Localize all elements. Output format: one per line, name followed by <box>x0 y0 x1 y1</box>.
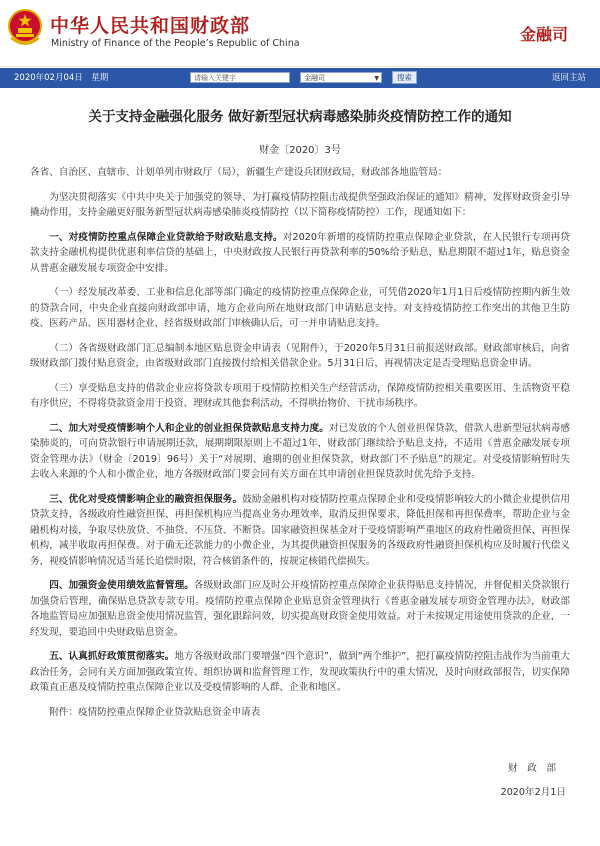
section-1 <box>30 230 570 277</box>
site-title-english: Ministry of Finance of the People’s Republic of China <box>51 38 300 49</box>
navigation-bar <box>0 68 600 88</box>
addressee: 各省、自治区、直辖市、计划单列市财政厅（局），新疆生产建设兵团财政局，财政部各地监管局： <box>30 167 448 178</box>
national-emblem-icon <box>7 8 43 48</box>
document-number: 财金〔2020〕3号 <box>259 145 341 156</box>
search-scope-value: 金融司 <box>304 74 325 82</box>
search-scope-select[interactable] <box>300 72 382 83</box>
section-5 <box>30 649 570 696</box>
current-date: 2020年02月04日 星期 <box>14 73 109 83</box>
search-input[interactable]: 请输入关键字 <box>190 72 290 83</box>
section-4 <box>30 578 570 640</box>
section-3 <box>30 492 570 570</box>
department-title: 金融司 <box>519 25 568 44</box>
search-button[interactable]: 搜索 <box>392 71 417 84</box>
section-4-body: 各级财政部门应及时公开疫情防控重点保障企业获得贴息支持情况，并督促相关贷款银行加强贷后管理，确保贴息贷款专款专用。疫情防控重点保障企业贴息资金管理执行《普惠金融发展专项资金管理办法》，财政部各地监管局应加强贴息资金使用情况监管，强化跟踪问效，切实提高财政资金使用效益。对于未按规定用途使用贷款的企业，一经发现，要追回中央财政贴息资金。 <box>30 580 571 638</box>
attachment-note: 附件：疫情防控重点保障企业贷款贴息资金申请表 <box>49 706 261 718</box>
return-home-link[interactable]: 返回主站 <box>551 73 586 83</box>
section-5-body: 地方各级财政部门要增强“四个意识”，做到“两个维护”，把打赢疫情防控阻击战作为当前重大政治任务，会同有关方面加强政策宣传、组织协调和监督管理工作，发现政策执行中的重大情况，及时向财政部报告，切实保障政策直正惠及疫情防控重点保障企业以及受疫情影响的人群、企业和地区。 <box>30 651 570 693</box>
section-3-body: 鼓励金融机构对疫情防控重点保障企业和受疫情影响较大的小微企业提供信用贷款支持，各级政府性融资担保、再担保机构应当提高业务办理效率，取消反担保要求，降低担保和再担保费率，帮助企业与金融机构对接，争取尽快放贷、不抽贷、不压贷、不断贷。国家融资担保基金对于受疫情影响严重地区的政府性融资担保、再担保机构，减半收取再担保费。对于确无还款能力的小微企业，为其提供融资担保服务的各级政府性融资担保机构应及时履行代偿义务，视疫情影响情况适当延长追偿时限，符合核销条件的，按规定核销代偿损失。 <box>30 493 571 567</box>
section-2 <box>30 421 570 483</box>
document-title: 关于支持金融强化服务 做好新型冠状病毒感染肺炎疫情防控工作的通知 <box>88 109 512 125</box>
section-4-heading: 四、加强资金使用绩效监督管理。 <box>49 580 194 591</box>
section-5-heading: 五、认真抓好政策贯彻落实。 <box>49 651 175 662</box>
section-1-heading: 一、对疫情防控重点保障企业贷款给予财政贴息支持。 <box>49 231 283 243</box>
site-title: 中华人民共和国财政部 <box>50 15 251 37</box>
section-1-item-3: （三）享受贴息支持的借款企业应将贷款专项用于疫情防控相关生产经营活动，保障疫情防控相关重要医用、生活物资平稳有序供应，不得将贷款资金用于投资、理财或其他套利活动，不得哄抬物价、干扰市场秩序。 <box>30 382 570 409</box>
section-2-body: 对已发放的个人创业担保贷款，借款人患新型冠状病毒感染肺炎的，可向贷款银行申请展期还款，展期期限原则上不超过1年，财政部门继续给予贴息支持，不适用《普惠金融发展专项资金管理办法》（财金〔2019〕96号）关于“对展期、逾期的创业担保贷款，财政部门不予贴息”的规定。对受疫情影响暂时失去收入来源的个人和小微企业，地方各级财政部门要会同有关方面在其申请创业担保贷款时优先给予支持。 <box>30 422 571 480</box>
section-1-item-1: （一）经发展改革委、工业和信息化部等部门确定的疫情防控重点保障企业，可凭借2020年1月1日后疫情防控期内新生效的贷款合同，中央企业直接向财政部申请，地方企业向所在地财政部门申请贴息支持。对支持疫情防控工作突出的其他卫生防疫、医药产品、医用器材企业，经省级财政部门审核确认后，可一并申请贴息支持。 <box>30 287 570 329</box>
section-1-body: 对2020年新增的疫情防控重点保障企业贷款，在人民银行专项再贷款支持金融机构提供优惠利率信贷的基础上，中央财政按人民银行再贷款利率的50%给予贴息，贴息期限不超过1年，贴息资金从普惠金融发展专项资金中安排。 <box>30 231 571 274</box>
chevron-down-icon: ▼ <box>374 75 379 82</box>
section-2-heading: 二、加大对受疫情影响个人和企业的创业担保贷款贴息支持力度。 <box>49 422 329 434</box>
site-header <box>0 0 600 67</box>
section-1-item-2: （二）各省级财政部门汇总编制本地区贴息资金申请表（见附件），于2020年5月31日前报送财政部。财政部审核后，向省级财政部门拨付贴息资金，由省级财政部门直接拨付给相关借款企业。5月31日后，再视情决定是否受理贴息资金申请。 <box>30 342 570 369</box>
section-3-heading: 三、优化对受疫情影响企业的融资担保服务。 <box>49 493 243 505</box>
signature-date: 2020年2月1日 <box>500 787 566 798</box>
document-body <box>0 109 600 798</box>
signature-organization: 财 政 部 <box>508 763 556 774</box>
intro-paragraph: 为坚决贯彻落实《中共中央关于加强党的领导、为打赢疫情防控阻击战提供坚强政治保证的通知》精神，发挥财政资金引导撬动作用，支持金融更好服务新型冠状病毒感染肺炎疫情防控（以下简称疫情防控）工作，现通知如下： <box>30 191 570 218</box>
